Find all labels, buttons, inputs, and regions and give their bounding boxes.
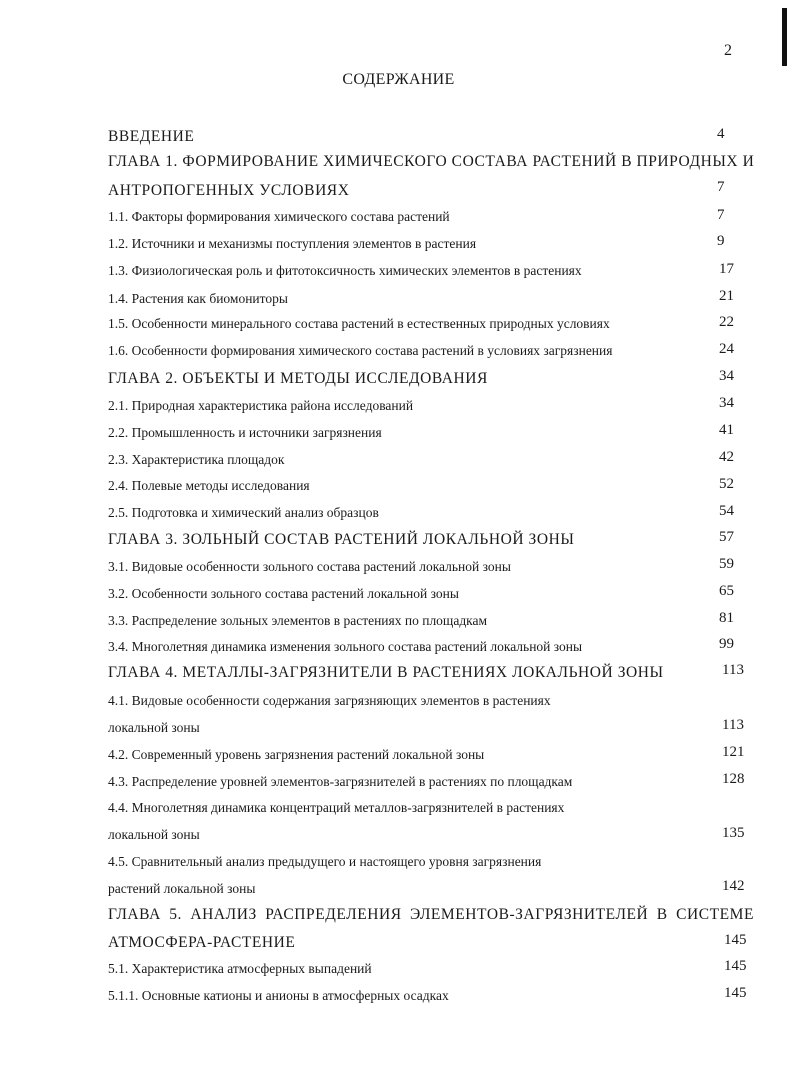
toc-entry-4-4-cont: локальной зоны bbox=[108, 827, 200, 842]
toc-entry-1-3: 1.3. Физиологическая роль и фитотоксичность химических элементов в растениях bbox=[108, 263, 582, 278]
toc-entry-1-2: 1.2. Источники и механизмы поступления элементов в растения bbox=[108, 236, 477, 251]
toc-entry-chapter-5-cont: АТМОСФЕРА-РАСТЕНИЕ bbox=[108, 934, 296, 951]
toc-entry-1-5: 1.5. Особенности минерального состава растений в естественных природных условиях bbox=[108, 316, 610, 331]
toc-entry-3-3: 3.3. Распределение зольных элементов в растениях по площадкам bbox=[108, 613, 488, 628]
toc-entry-2-4: 2.4. Полевые методы исследования bbox=[108, 478, 310, 493]
toc-page-number: 17 bbox=[719, 261, 734, 277]
toc-entry-5-1-1: 5.1.1. Основные катионы и анионы в атмосферных осадках bbox=[108, 988, 449, 1003]
toc-page-number: 145 bbox=[724, 985, 747, 1001]
toc-entry-4-1-cont: локальной зоны bbox=[108, 720, 200, 735]
toc-page-number: 24 bbox=[719, 341, 734, 357]
toc-entry-3-2: 3.2. Особенности зольного состава растений локальной зоны bbox=[108, 586, 459, 601]
toc-page-number: 128 bbox=[722, 771, 745, 787]
toc-entry-2-3: 2.3. Характеристика площадок bbox=[108, 452, 285, 467]
toc-page-number: 52 bbox=[719, 476, 734, 492]
toc-page-number: 22 bbox=[719, 314, 734, 330]
toc-page-number: 42 bbox=[719, 449, 734, 465]
toc-page-number: 81 bbox=[719, 610, 734, 626]
toc-entry-3-1: 3.1. Видовые особенности зольного состава растений локальной зоны bbox=[108, 559, 511, 574]
toc-entry-1-6: 1.6. Особенности формирования химического состава растений в условиях загрязнения bbox=[108, 343, 613, 358]
toc-page-number: 145 bbox=[724, 932, 747, 948]
toc-page-number: 121 bbox=[722, 744, 745, 760]
toc-page-number: 34 bbox=[719, 395, 734, 411]
toc-page-number: 57 bbox=[719, 529, 734, 545]
toc-entry-2-5: 2.5. Подготовка и химический анализ образцов bbox=[108, 505, 379, 520]
toc-entry-4-1: 4.1. Видовые особенности содержания загрязняющих элементов в растениях bbox=[108, 693, 551, 708]
toc-page-number: 7 bbox=[717, 179, 725, 195]
toc-page-number: 145 bbox=[724, 958, 747, 974]
page-title: СОДЕРЖАНИЕ bbox=[342, 71, 455, 88]
toc-entry-4-2: 4.2. Современный уровень загрязнения растений локальной зоны bbox=[108, 747, 485, 762]
page-number: 2 bbox=[724, 42, 732, 59]
toc-page-number: 41 bbox=[719, 422, 734, 438]
toc-entry-chapter-1-cont: АНТРОПОГЕННЫХ УСЛОВИЯХ bbox=[108, 182, 350, 199]
toc-entry-chapter-5: ГЛАВА 5. АНАЛИЗ РАСПРЕДЕЛЕНИЯ ЭЛЕМЕНТОВ-ЗАГРЯЗНИТЕЛЕЙ В СИСТЕМЕ bbox=[108, 906, 754, 923]
toc-page-number: 4 bbox=[717, 126, 725, 142]
toc-entry-1-1: 1.1. Факторы формирования химического состава растений bbox=[108, 209, 450, 224]
toc-entry-chapter-2: ГЛАВА 2. ОБЪЕКТЫ И МЕТОДЫ ИССЛЕДОВАНИЯ bbox=[108, 370, 488, 387]
scan-edge-mark bbox=[782, 8, 787, 66]
toc-entry-4-5: 4.5. Сравнительный анализ предыдущего и настоящего уровня загрязнения bbox=[108, 854, 542, 869]
toc-page-number: 34 bbox=[719, 368, 734, 384]
toc-entry-2-2: 2.2. Промышленность и источники загрязнения bbox=[108, 425, 382, 440]
toc-page-number: 142 bbox=[722, 878, 745, 894]
toc-entry-4-5-cont: растений локальной зоны bbox=[108, 881, 256, 896]
toc-page-number: 135 bbox=[722, 825, 745, 841]
toc-entry-chapter-1: ГЛАВА 1. ФОРМИРОВАНИЕ ХИМИЧЕСКОГО СОСТАВА РАСТЕНИЙ В ПРИРОДНЫХ И bbox=[108, 153, 755, 170]
toc-page-number: 21 bbox=[719, 288, 734, 304]
toc-page-number: 99 bbox=[719, 636, 734, 652]
toc-page-number: 9 bbox=[717, 233, 725, 249]
toc-entry-introduction: ВВЕДЕНИЕ bbox=[108, 128, 195, 145]
toc-entry-4-3: 4.3. Распределение уровней элементов-загрязнителей в растениях по площадкам bbox=[108, 774, 573, 789]
toc-entry-2-1: 2.1. Природная характеристика района исследований bbox=[108, 398, 414, 413]
toc-entry-5-1: 5.1. Характеристика атмосферных выпадений bbox=[108, 961, 372, 976]
toc-entry-3-4: 3.4. Многолетняя динамика изменения зольного состава растений локальной зоны bbox=[108, 639, 583, 654]
toc-entry-1-4: 1.4. Растения как биомониторы bbox=[108, 291, 288, 306]
toc-page-number: 7 bbox=[717, 207, 725, 223]
toc-page-number: 54 bbox=[719, 503, 734, 519]
toc-page-number: 113 bbox=[722, 717, 744, 733]
toc-entry-chapter-3: ГЛАВА 3. ЗОЛЬНЫЙ СОСТАВ РАСТЕНИЙ ЛОКАЛЬНОЙ ЗОНЫ bbox=[108, 531, 575, 548]
toc-page-number: 65 bbox=[719, 583, 734, 599]
toc-page-number: 59 bbox=[719, 556, 734, 572]
toc-page-number: 113 bbox=[722, 662, 744, 678]
toc-entry-chapter-4: ГЛАВА 4. МЕТАЛЛЫ-ЗАГРЯЗНИТЕЛИ В РАСТЕНИЯХ ЛОКАЛЬНОЙ ЗОНЫ bbox=[108, 664, 664, 681]
toc-entry-4-4: 4.4. Многолетняя динамика концентраций металлов-загрязнителей в растениях bbox=[108, 800, 565, 815]
